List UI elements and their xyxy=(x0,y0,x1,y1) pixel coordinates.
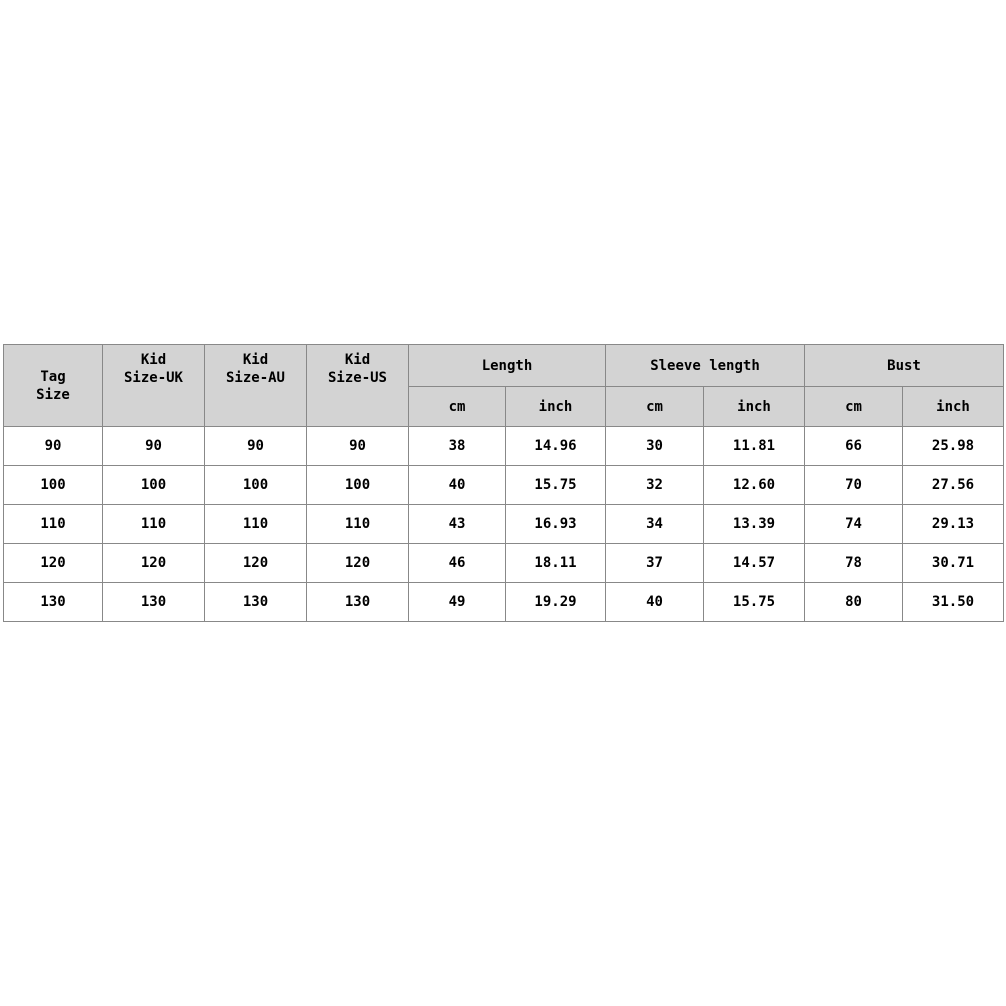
table-cell: 90 xyxy=(205,427,307,466)
table-cell: 100 xyxy=(205,466,307,505)
size-chart-table xyxy=(3,344,1004,622)
unit-header: cm xyxy=(606,387,704,427)
table-cell: 40 xyxy=(606,583,704,622)
header-row xyxy=(4,345,1004,387)
table-cell: 120 xyxy=(307,544,409,583)
table-cell: 78 xyxy=(805,544,903,583)
unit-header: cm xyxy=(409,387,506,427)
unit-header: inch xyxy=(506,387,606,427)
header-tag-size: Tag Size xyxy=(4,345,103,427)
table-cell: 38 xyxy=(409,427,506,466)
table-row xyxy=(4,544,1004,583)
table-cell: 14.57 xyxy=(704,544,805,583)
table-cell: 70 xyxy=(805,466,903,505)
table-cell: 27.56 xyxy=(903,466,1004,505)
unit-header: cm xyxy=(805,387,903,427)
table-cell: 30 xyxy=(606,427,704,466)
table-cell: 80 xyxy=(805,583,903,622)
table-cell: 130 xyxy=(205,583,307,622)
table-cell: 11.81 xyxy=(704,427,805,466)
table-cell: 130 xyxy=(103,583,205,622)
table-cell: 29.13 xyxy=(903,505,1004,544)
table-cell: 100 xyxy=(4,466,103,505)
table-cell: 16.93 xyxy=(506,505,606,544)
table-row xyxy=(4,427,1004,466)
table-cell: 18.11 xyxy=(506,544,606,583)
table-cell: 130 xyxy=(4,583,103,622)
table-cell: 14.96 xyxy=(506,427,606,466)
table-cell: 130 xyxy=(307,583,409,622)
table-cell: 15.75 xyxy=(506,466,606,505)
table-cell: 25.98 xyxy=(903,427,1004,466)
table-cell: 90 xyxy=(4,427,103,466)
table-cell: 100 xyxy=(307,466,409,505)
table-cell: 110 xyxy=(205,505,307,544)
table-cell: 19.29 xyxy=(506,583,606,622)
header-sleeve-length: Sleeve length xyxy=(606,345,805,387)
header-bust: Bust xyxy=(805,345,1004,387)
table-cell: 120 xyxy=(205,544,307,583)
header-kid-size-au: Kid Size-AU xyxy=(205,345,307,427)
table-cell: 12.60 xyxy=(704,466,805,505)
table-cell: 90 xyxy=(103,427,205,466)
table-cell: 13.39 xyxy=(704,505,805,544)
table-cell: 43 xyxy=(409,505,506,544)
table-header xyxy=(4,345,1004,427)
unit-header: inch xyxy=(704,387,805,427)
table-body xyxy=(4,427,1004,622)
table-row xyxy=(4,583,1004,622)
table-cell: 46 xyxy=(409,544,506,583)
unit-header: inch xyxy=(903,387,1004,427)
table-cell: 110 xyxy=(307,505,409,544)
table-cell: 110 xyxy=(103,505,205,544)
table-cell: 37 xyxy=(606,544,704,583)
table-cell: 32 xyxy=(606,466,704,505)
table-cell: 30.71 xyxy=(903,544,1004,583)
table-cell: 66 xyxy=(805,427,903,466)
table-row xyxy=(4,466,1004,505)
table-cell: 31.50 xyxy=(903,583,1004,622)
table-cell: 100 xyxy=(103,466,205,505)
table-cell: 120 xyxy=(103,544,205,583)
header-length: Length xyxy=(409,345,606,387)
table-cell: 110 xyxy=(4,505,103,544)
table-row xyxy=(4,505,1004,544)
table-cell: 15.75 xyxy=(704,583,805,622)
table-cell: 34 xyxy=(606,505,704,544)
header-kid-size-uk: Kid Size-UK xyxy=(103,345,205,427)
header-kid-size-us: Kid Size-US xyxy=(307,345,409,427)
table-cell: 40 xyxy=(409,466,506,505)
table-cell: 120 xyxy=(4,544,103,583)
table-cell: 90 xyxy=(307,427,409,466)
table-cell: 49 xyxy=(409,583,506,622)
table-cell: 74 xyxy=(805,505,903,544)
